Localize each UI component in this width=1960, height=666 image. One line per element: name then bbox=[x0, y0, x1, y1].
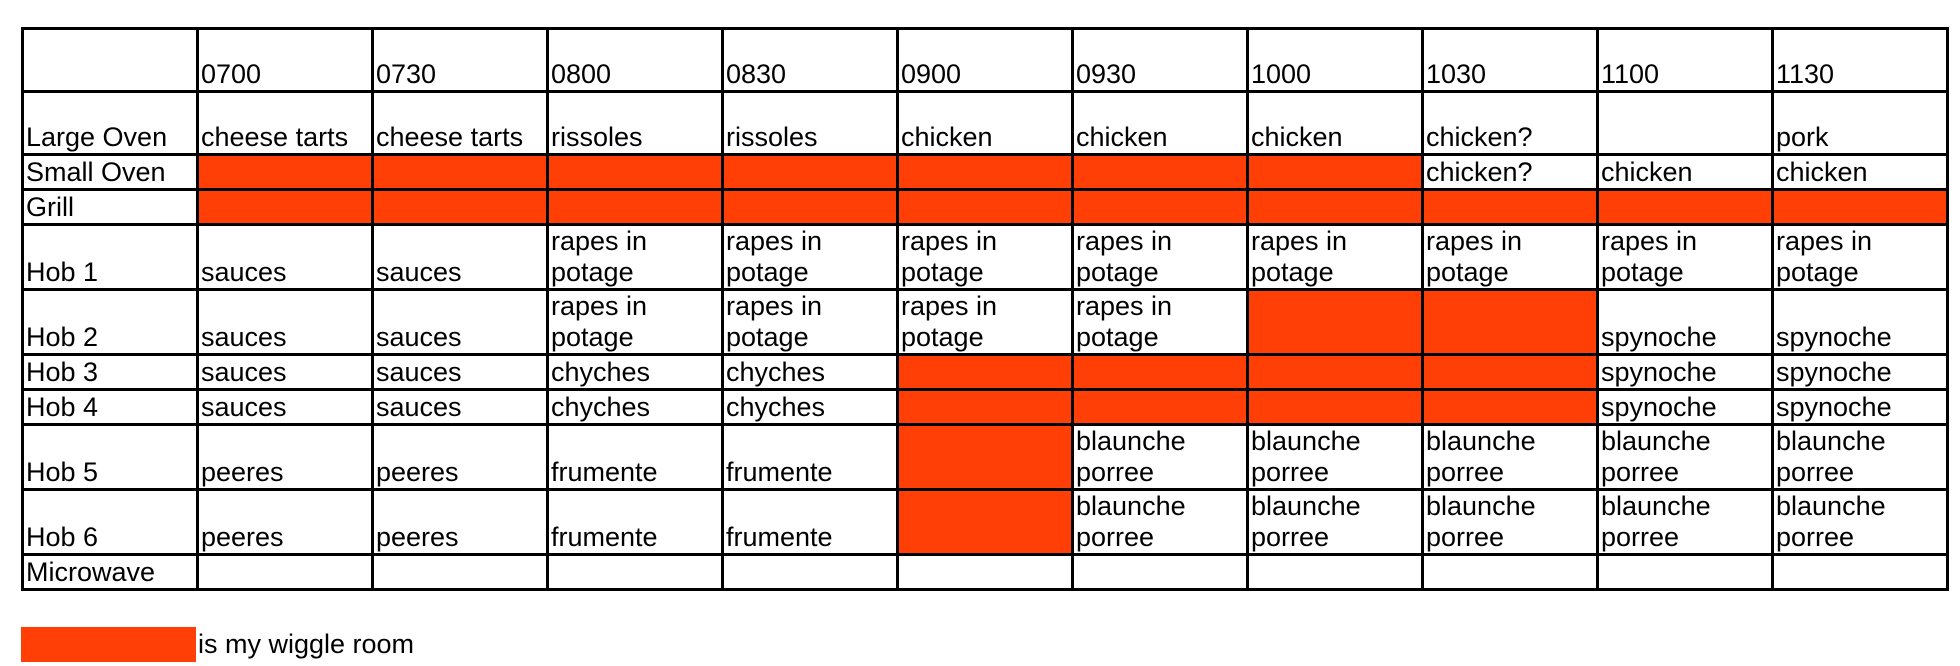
time-header-cell: 0800 bbox=[548, 29, 723, 92]
schedule-cell: frumente bbox=[723, 425, 898, 490]
appliance-label: Hob 1 bbox=[23, 225, 198, 290]
schedule-cell: rapes in potage bbox=[1598, 225, 1773, 290]
schedule-cell bbox=[1248, 555, 1423, 590]
wiggle-room-cell bbox=[898, 155, 1073, 190]
appliance-label: Small Oven bbox=[23, 155, 198, 190]
schedule-cell: blaunche porree bbox=[1073, 490, 1248, 555]
schedule-cell: rapes in potage bbox=[898, 290, 1073, 355]
wiggle-room-cell bbox=[198, 155, 373, 190]
schedule-cell bbox=[548, 555, 723, 590]
time-header-cell: 1030 bbox=[1423, 29, 1598, 92]
schedule-cell: rapes in potage bbox=[548, 225, 723, 290]
schedule-cell: rapes in potage bbox=[898, 225, 1073, 290]
schedule-cell: chicken? bbox=[1423, 155, 1598, 190]
appliance-label: Hob 2 bbox=[23, 290, 198, 355]
wiggle-room-cell bbox=[548, 155, 723, 190]
schedule-cell: chyches bbox=[723, 355, 898, 390]
schedule-cell: frumente bbox=[548, 490, 723, 555]
table-row bbox=[23, 225, 1948, 290]
wiggle-room-cell bbox=[1773, 190, 1948, 225]
wiggle-room-cell bbox=[1248, 290, 1423, 355]
table-row bbox=[23, 390, 1948, 425]
schedule-cell: rapes in potage bbox=[723, 225, 898, 290]
wiggle-room-cell bbox=[723, 155, 898, 190]
schedule-cell: rapes in potage bbox=[1073, 290, 1248, 355]
schedule-cell: blaunche porree bbox=[1073, 425, 1248, 490]
schedule-cell: chicken bbox=[1073, 92, 1248, 155]
schedule-cell: chyches bbox=[723, 390, 898, 425]
header-row bbox=[23, 29, 1948, 92]
schedule-cell: peeres bbox=[198, 425, 373, 490]
schedule-cell: rissoles bbox=[548, 92, 723, 155]
appliance-label: Hob 3 bbox=[23, 355, 198, 390]
schedule-cell: sauces bbox=[198, 355, 373, 390]
wiggle-room-cell bbox=[373, 155, 548, 190]
schedule-cell: sauces bbox=[373, 225, 548, 290]
schedule-cell: blaunche porree bbox=[1598, 490, 1773, 555]
wiggle-room-cell bbox=[1073, 155, 1248, 190]
table-row bbox=[23, 490, 1948, 555]
schedule-cell: peeres bbox=[198, 490, 373, 555]
wiggle-room-cell bbox=[1248, 190, 1423, 225]
wiggle-room-cell bbox=[198, 190, 373, 225]
schedule-cell: blaunche porree bbox=[1598, 425, 1773, 490]
schedule-cell: blaunche porree bbox=[1423, 490, 1598, 555]
wiggle-room-cell bbox=[1423, 290, 1598, 355]
schedule-cell: chicken bbox=[898, 92, 1073, 155]
wiggle-room-cell bbox=[1423, 390, 1598, 425]
corner-cell bbox=[23, 29, 198, 92]
schedule-cell: sauces bbox=[198, 225, 373, 290]
wiggle-room-cell bbox=[898, 390, 1073, 425]
table-row bbox=[23, 555, 1948, 590]
schedule-cell: blaunche porree bbox=[1773, 425, 1948, 490]
schedule-cell: chyches bbox=[548, 390, 723, 425]
schedule-cell: rapes in potage bbox=[1248, 225, 1423, 290]
schedule-cell: peeres bbox=[373, 425, 548, 490]
schedule-cell bbox=[898, 555, 1073, 590]
schedule-table bbox=[21, 27, 1949, 591]
schedule-cell: rapes in potage bbox=[1423, 225, 1598, 290]
schedule-cell: spynoche bbox=[1598, 290, 1773, 355]
appliance-label: Large Oven bbox=[23, 92, 198, 155]
appliance-label: Grill bbox=[23, 190, 198, 225]
table-row bbox=[23, 355, 1948, 390]
schedule-body bbox=[23, 29, 1948, 590]
schedule-cell: spynoche bbox=[1598, 355, 1773, 390]
wiggle-room-cell bbox=[898, 355, 1073, 390]
wiggle-room-cell bbox=[373, 190, 548, 225]
wiggle-room-cell bbox=[1248, 155, 1423, 190]
appliance-label: Microwave bbox=[23, 555, 198, 590]
wiggle-room-cell bbox=[1423, 190, 1598, 225]
schedule-cell bbox=[373, 555, 548, 590]
time-header-cell: 1100 bbox=[1598, 29, 1773, 92]
schedule-cell: frumente bbox=[723, 490, 898, 555]
schedule-cell: pork bbox=[1773, 92, 1948, 155]
table-row bbox=[23, 92, 1948, 155]
time-header-cell: 1130 bbox=[1773, 29, 1948, 92]
wiggle-room-cell bbox=[1248, 390, 1423, 425]
schedule-cell bbox=[198, 555, 373, 590]
schedule-cell: chicken bbox=[1773, 155, 1948, 190]
wiggle-room-cell bbox=[898, 490, 1073, 555]
wiggle-room-cell bbox=[1073, 190, 1248, 225]
schedule-cell: sauces bbox=[373, 290, 548, 355]
wiggle-room-cell bbox=[1598, 190, 1773, 225]
schedule-cell: spynoche bbox=[1598, 390, 1773, 425]
time-header-cell: 0930 bbox=[1073, 29, 1248, 92]
appliance-label: Hob 6 bbox=[23, 490, 198, 555]
schedule-cell: spynoche bbox=[1773, 390, 1948, 425]
schedule-cell: sauces bbox=[373, 355, 548, 390]
schedule-cell: cheese tarts bbox=[198, 92, 373, 155]
schedule-cell bbox=[1423, 555, 1598, 590]
wiggle-room-cell bbox=[1248, 355, 1423, 390]
table-row bbox=[23, 290, 1948, 355]
schedule-cell: rapes in potage bbox=[723, 290, 898, 355]
schedule-cell: blaunche porree bbox=[1248, 425, 1423, 490]
schedule-cell: rapes in potage bbox=[1773, 225, 1948, 290]
schedule-cell: peeres bbox=[373, 490, 548, 555]
wiggle-room-cell bbox=[723, 190, 898, 225]
schedule-cell: blaunche porree bbox=[1773, 490, 1948, 555]
time-header-cell: 0730 bbox=[373, 29, 548, 92]
schedule-cell: chicken bbox=[1598, 155, 1773, 190]
wiggle-room-cell bbox=[548, 190, 723, 225]
time-header-cell: 0900 bbox=[898, 29, 1073, 92]
schedule-cell: spynoche bbox=[1773, 355, 1948, 390]
schedule-cell: chicken? bbox=[1423, 92, 1598, 155]
schedule-cell: spynoche bbox=[1773, 290, 1948, 355]
schedule-cell bbox=[1598, 92, 1773, 155]
schedule-cell: sauces bbox=[198, 390, 373, 425]
schedule-cell: cheese tarts bbox=[373, 92, 548, 155]
wiggle-room-cell bbox=[1073, 390, 1248, 425]
wiggle-room-cell bbox=[898, 425, 1073, 490]
wiggle-room-cell bbox=[1423, 355, 1598, 390]
schedule-cell: rapes in potage bbox=[1073, 225, 1248, 290]
schedule-cell bbox=[1073, 555, 1248, 590]
wiggle-room-cell bbox=[1073, 355, 1248, 390]
time-header-cell: 0700 bbox=[198, 29, 373, 92]
schedule-cell: blaunche porree bbox=[1423, 425, 1598, 490]
table-row bbox=[23, 190, 1948, 225]
schedule-cell: frumente bbox=[548, 425, 723, 490]
legend-text: is my wiggle room bbox=[198, 629, 415, 659]
schedule-cell: chyches bbox=[548, 355, 723, 390]
schedule-cell: chicken bbox=[1248, 92, 1423, 155]
schedule-cell: rissoles bbox=[723, 92, 898, 155]
schedule-cell: blaunche porree bbox=[1248, 490, 1423, 555]
schedule-cell: sauces bbox=[373, 390, 548, 425]
table-row bbox=[23, 155, 1948, 190]
schedule-cell bbox=[723, 555, 898, 590]
schedule-cell bbox=[1773, 555, 1948, 590]
appliance-label: Hob 5 bbox=[23, 425, 198, 490]
legend-swatch bbox=[21, 627, 196, 662]
schedule-cell: sauces bbox=[198, 290, 373, 355]
time-header-cell: 0830 bbox=[723, 29, 898, 92]
appliance-label: Hob 4 bbox=[23, 390, 198, 425]
schedule-cell: rapes in potage bbox=[548, 290, 723, 355]
schedule-cell bbox=[1598, 555, 1773, 590]
legend bbox=[21, 627, 414, 662]
wiggle-room-cell bbox=[898, 190, 1073, 225]
time-header-cell: 1000 bbox=[1248, 29, 1423, 92]
table-row bbox=[23, 425, 1948, 490]
